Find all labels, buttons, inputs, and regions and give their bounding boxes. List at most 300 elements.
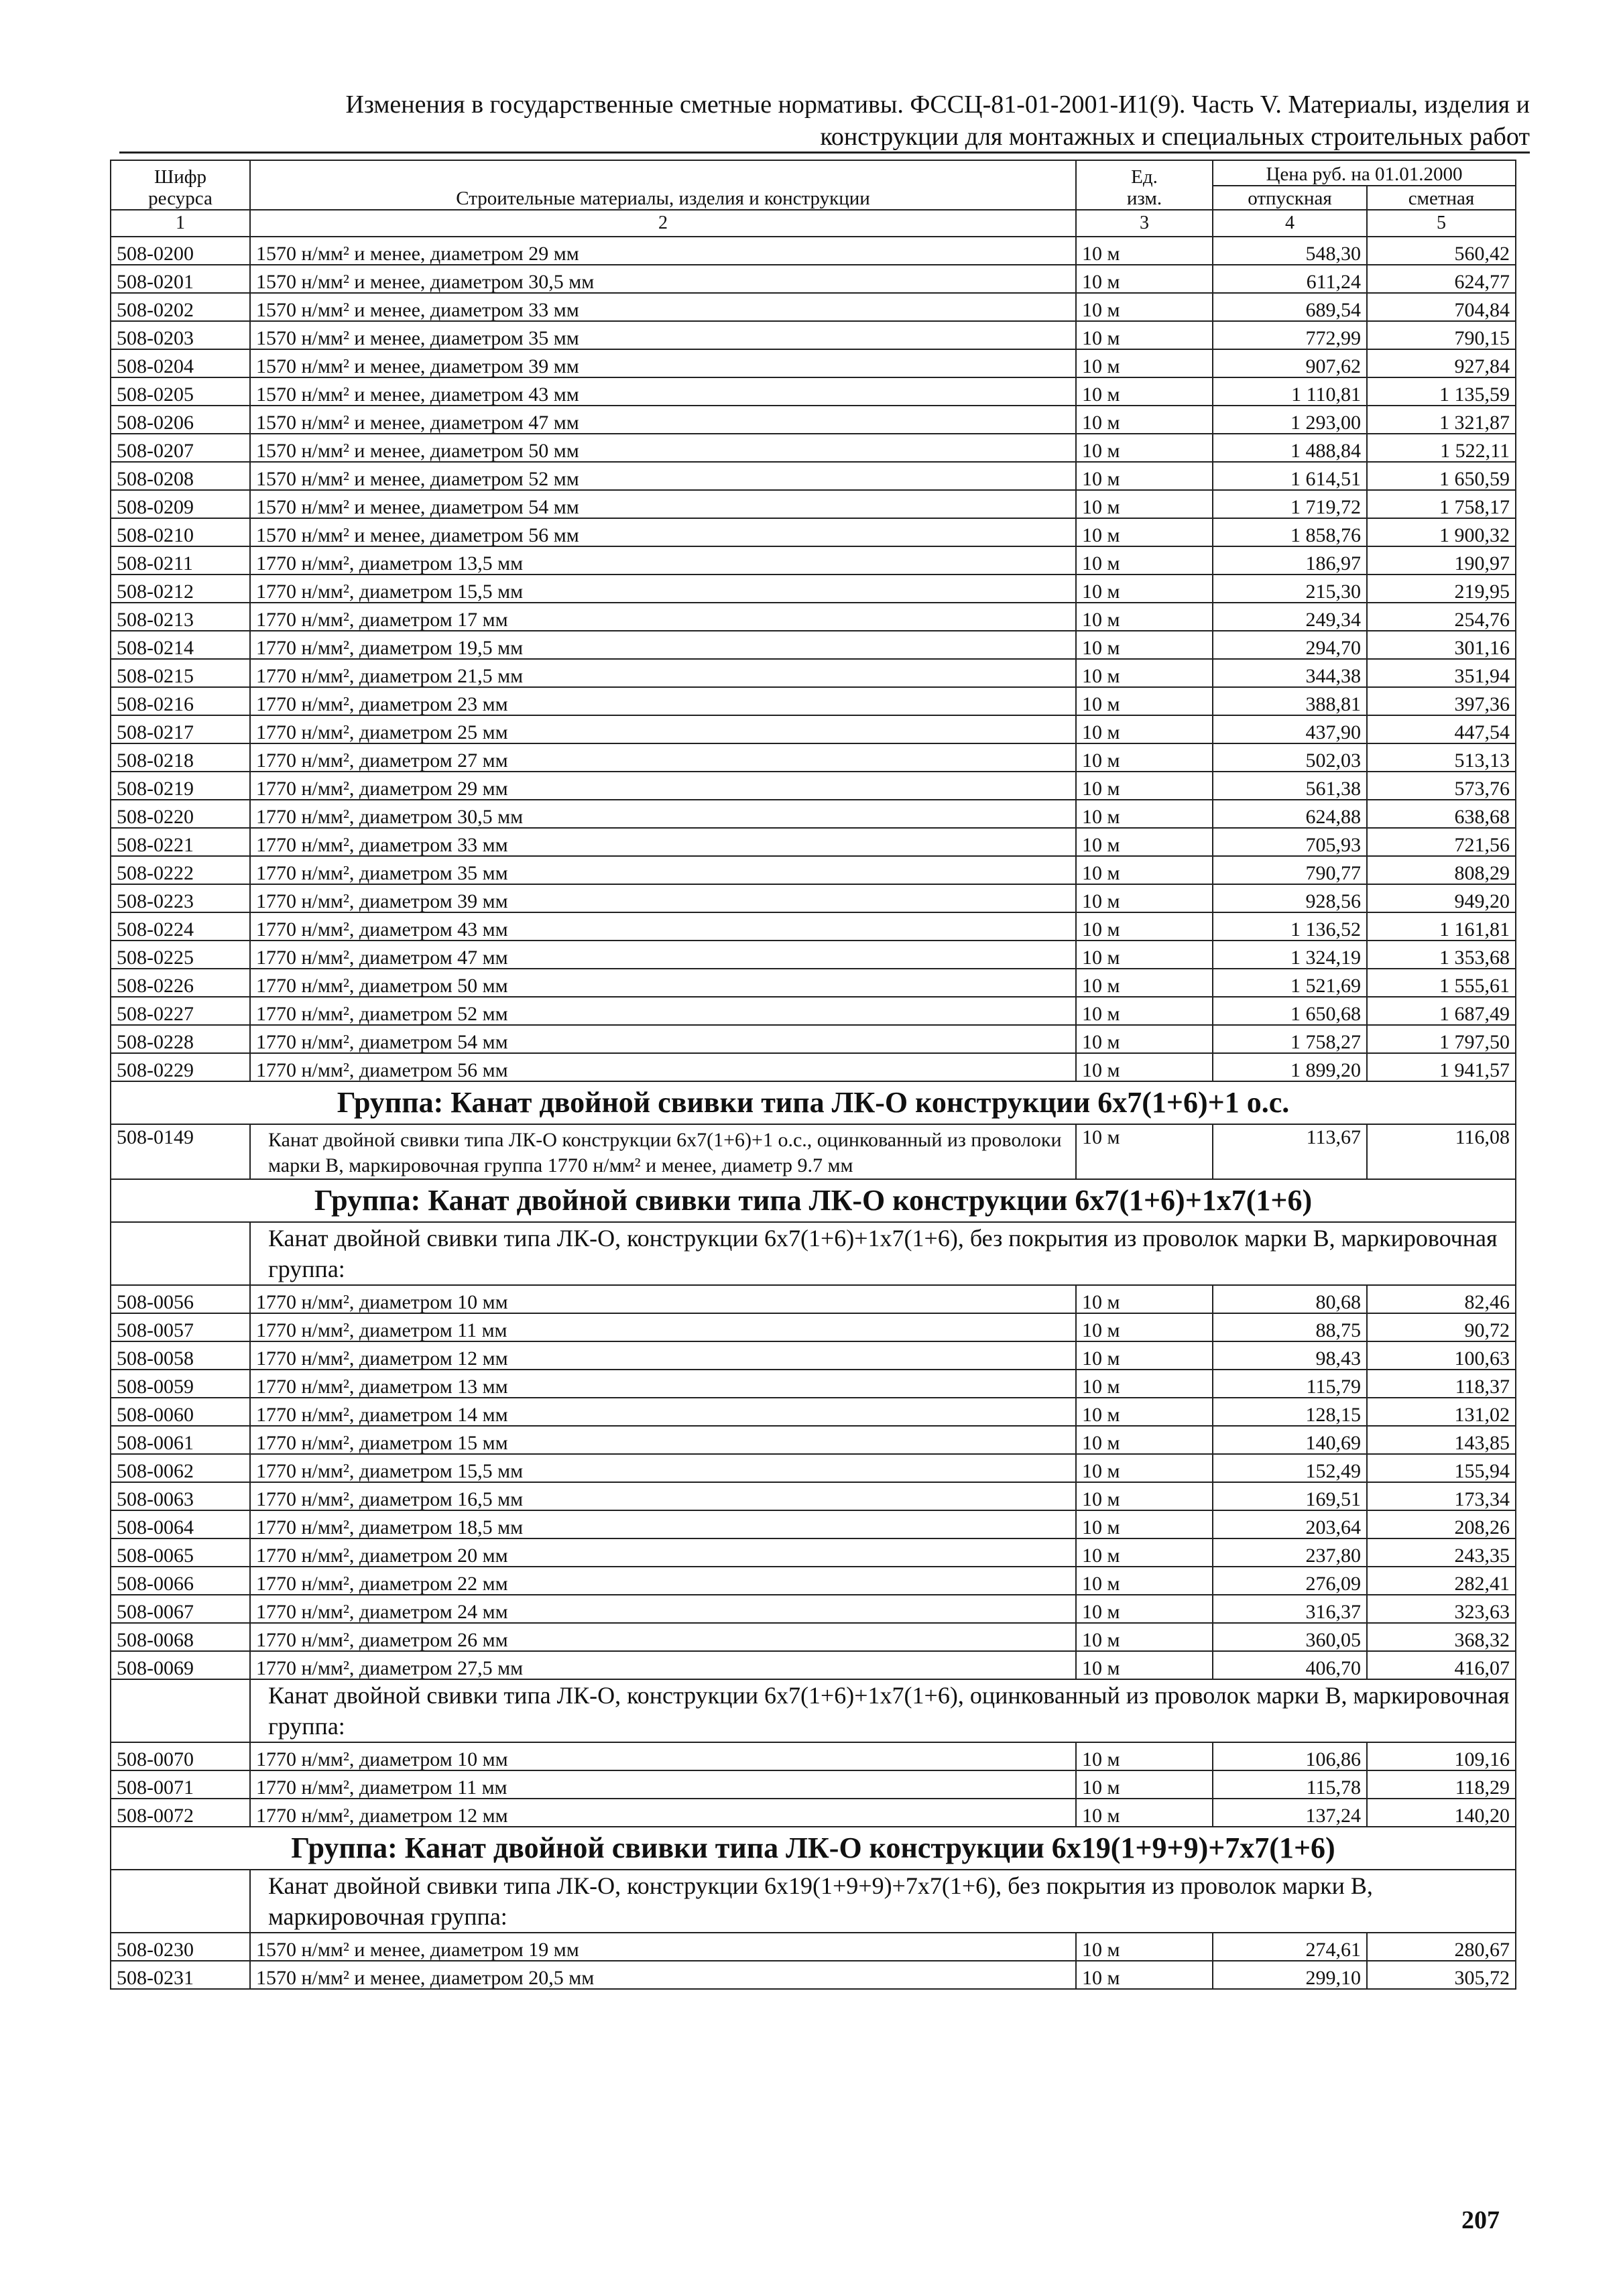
release-price: 624,88	[1213, 800, 1367, 828]
resource-code: 508-0063	[111, 1482, 250, 1510]
unit: 10 м	[1076, 434, 1213, 462]
release-price: 705,93	[1213, 828, 1367, 856]
release-price: 561,38	[1213, 772, 1367, 800]
resource-code: 508-0217	[111, 715, 250, 743]
unit: 10 м	[1076, 1623, 1213, 1651]
table-row	[111, 349, 1516, 377]
resource-code: 508-0058	[111, 1341, 250, 1370]
unit: 10 м	[1076, 969, 1213, 997]
table-row	[111, 1370, 1516, 1398]
unit: 10 м	[1076, 1651, 1213, 1679]
material-name: 1770 н/мм², диаметром 12 мм	[250, 1799, 1076, 1827]
resource-code: 508-0208	[111, 462, 250, 490]
unit: 10 м	[1076, 462, 1213, 490]
subgroup-intro-row	[111, 1222, 1516, 1285]
group-title: Группа: Канат двойной свивки типа ЛК-О конструкции 6х7(1+6)+1х7(1+6)	[111, 1179, 1516, 1222]
estimate-price: 1 522,11	[1367, 434, 1516, 462]
estimate-price: 1 941,57	[1367, 1053, 1516, 1081]
material-name: 1770 н/мм², диаметром 12 мм	[250, 1341, 1076, 1370]
estimate-price: 208,26	[1367, 1510, 1516, 1538]
unit: 10 м	[1076, 997, 1213, 1025]
material-name: 1770 н/мм², диаметром 30,5 мм	[250, 800, 1076, 828]
release-price: 1 293,00	[1213, 406, 1367, 434]
resource-code: 508-0060	[111, 1398, 250, 1426]
unit: 10 м	[1076, 406, 1213, 434]
estimate-price: 243,35	[1367, 1538, 1516, 1567]
unit: 10 м	[1076, 941, 1213, 969]
estimate-price: 416,07	[1367, 1651, 1516, 1679]
release-price: 98,43	[1213, 1341, 1367, 1370]
unit: 10 м	[1076, 1124, 1213, 1179]
material-name: 1770 н/мм², диаметром 35 мм	[250, 856, 1076, 884]
resource-code: 508-0206	[111, 406, 250, 434]
release-price: 115,78	[1213, 1770, 1367, 1799]
release-price: 1 858,76	[1213, 518, 1367, 546]
estimate-price: 351,94	[1367, 659, 1516, 687]
table-row	[111, 1285, 1516, 1313]
table-row	[111, 884, 1516, 912]
resource-code: 508-0226	[111, 969, 250, 997]
estimate-price: 254,76	[1367, 603, 1516, 631]
resource-code: 508-0229	[111, 1053, 250, 1081]
header-line-1: Изменения в государственные сметные нормативы. ФССЦ-81-01-2001-И1(9). Часть V. Материалы, изделия и	[345, 90, 1530, 119]
material-name: 1770 н/мм², диаметром 47 мм	[250, 941, 1076, 969]
material-name: 1770 н/мм², диаметром 26 мм	[250, 1623, 1076, 1651]
resource-code: 508-0057	[111, 1313, 250, 1341]
release-price: 128,15	[1213, 1398, 1367, 1426]
estimate-price: 1 687,49	[1367, 997, 1516, 1025]
release-price: 907,62	[1213, 349, 1367, 377]
table-row	[111, 1124, 1516, 1179]
release-price: 344,38	[1213, 659, 1367, 687]
resource-code: 508-0064	[111, 1510, 250, 1538]
group-title: Группа: Канат двойной свивки типа ЛК-О конструкции 6х19(1+9+9)+7х7(1+6)	[111, 1827, 1516, 1870]
group-2	[111, 1179, 1516, 1679]
estimate-price: 82,46	[1367, 1285, 1516, 1313]
estimate-price: 131,02	[1367, 1398, 1516, 1426]
material-name: 1570 н/мм² и менее, диаметром 33 мм	[250, 293, 1076, 321]
release-price: 115,79	[1213, 1370, 1367, 1398]
estimate-price: 560,42	[1367, 237, 1516, 265]
table-row	[111, 462, 1516, 490]
estimate-price: 219,95	[1367, 575, 1516, 603]
release-price: 406,70	[1213, 1651, 1367, 1679]
unit: 10 м	[1076, 1053, 1213, 1081]
page-number: 207	[1461, 2206, 1500, 2234]
unit: 10 м	[1076, 884, 1213, 912]
estimate-price: 927,84	[1367, 349, 1516, 377]
resource-code: 508-0228	[111, 1025, 250, 1053]
release-price: 388,81	[1213, 687, 1367, 715]
unit: 10 м	[1076, 1799, 1213, 1827]
material-name: 1570 н/мм² и менее, диаметром 54 мм	[250, 490, 1076, 518]
unit: 10 м	[1076, 743, 1213, 772]
material-name: 1770 н/мм², диаметром 33 мм	[250, 828, 1076, 856]
estimate-price: 1 321,87	[1367, 406, 1516, 434]
subgroup-intro-row	[111, 1870, 1516, 1933]
unit: 10 м	[1076, 1482, 1213, 1510]
release-price: 186,97	[1213, 546, 1367, 575]
release-price: 502,03	[1213, 743, 1367, 772]
release-price: 1 758,27	[1213, 1025, 1367, 1053]
estimate-price: 116,08	[1367, 1124, 1516, 1179]
release-price: 790,77	[1213, 856, 1367, 884]
column-number: 2	[250, 210, 1076, 237]
estimate-price: 1 161,81	[1367, 912, 1516, 941]
subgroup-intro-row	[111, 1679, 1516, 1742]
unit: 10 м	[1076, 1025, 1213, 1053]
estimate-price: 624,77	[1367, 265, 1516, 293]
resource-code: 508-0056	[111, 1285, 250, 1313]
table-body-a	[111, 237, 1516, 1081]
unit: 10 м	[1076, 321, 1213, 349]
estimate-price-header: сметная	[1367, 186, 1516, 210]
unit: 10 м	[1076, 293, 1213, 321]
estimate-price: 109,16	[1367, 1742, 1516, 1770]
release-price: 772,99	[1213, 321, 1367, 349]
estimate-price: 301,16	[1367, 631, 1516, 659]
resource-code: 508-0218	[111, 743, 250, 772]
estimate-price: 1 900,32	[1367, 518, 1516, 546]
table-row	[111, 1799, 1516, 1827]
table-row	[111, 490, 1516, 518]
unit: 10 м	[1076, 1285, 1213, 1313]
unit: 10 м	[1076, 518, 1213, 546]
price-column-header: Цена руб. на 01.01.2000	[1213, 160, 1516, 186]
estimate-price: 704,84	[1367, 293, 1516, 321]
table-row	[111, 293, 1516, 321]
empty-cell	[111, 1679, 250, 1742]
estimate-price: 118,29	[1367, 1770, 1516, 1799]
group-title: Группа: Канат двойной свивки типа ЛК-О конструкции 6х7(1+6)+1 о.с.	[111, 1081, 1516, 1124]
name-column-header: Строительные материалы, изделия и конструкции	[250, 160, 1076, 210]
material-name: 1570 н/мм² и менее, диаметром 56 мм	[250, 518, 1076, 546]
release-price: 1 899,20	[1213, 1053, 1367, 1081]
table-row	[111, 321, 1516, 349]
material-name: 1770 н/мм², диаметром 10 мм	[250, 1742, 1076, 1770]
material-name: 1770 н/мм², диаметром 11 мм	[250, 1313, 1076, 1341]
estimate-price: 100,63	[1367, 1341, 1516, 1370]
release-price: 294,70	[1213, 631, 1367, 659]
table-row	[111, 997, 1516, 1025]
group-title-row	[111, 1179, 1516, 1222]
table-row	[111, 237, 1516, 265]
material-name: 1770 н/мм², диаметром 18,5 мм	[250, 1510, 1076, 1538]
release-price: 140,69	[1213, 1426, 1367, 1454]
release-price: 169,51	[1213, 1482, 1367, 1510]
unit: 10 м	[1076, 546, 1213, 575]
release-price: 689,54	[1213, 293, 1367, 321]
unit: 10 м	[1076, 1595, 1213, 1623]
release-price: 1 650,68	[1213, 997, 1367, 1025]
unit: 10 м	[1076, 828, 1213, 856]
estimate-price: 118,37	[1367, 1370, 1516, 1398]
resource-code: 508-0062	[111, 1454, 250, 1482]
page-header	[107, 88, 1530, 153]
material-name: 1770 н/мм², диаметром 15,5 мм	[250, 1454, 1076, 1482]
resource-code: 508-0068	[111, 1623, 250, 1651]
empty-cell	[111, 1222, 250, 1285]
resource-code: 508-0227	[111, 997, 250, 1025]
estimate-price: 721,56	[1367, 828, 1516, 856]
material-name: 1570 н/мм² и менее, диаметром 52 мм	[250, 462, 1076, 490]
estimate-price: 280,67	[1367, 1933, 1516, 1961]
table-row	[111, 575, 1516, 603]
release-price: 88,75	[1213, 1313, 1367, 1341]
unit: 10 м	[1076, 377, 1213, 406]
estimate-price: 638,68	[1367, 800, 1516, 828]
resource-code: 508-0215	[111, 659, 250, 687]
estimate-price: 140,20	[1367, 1799, 1516, 1827]
unit: 10 м	[1076, 1341, 1213, 1370]
material-name: 1770 н/мм², диаметром 22 мм	[250, 1567, 1076, 1595]
material-name: 1770 н/мм², диаметром 21,5 мм	[250, 659, 1076, 687]
unit: 10 м	[1076, 237, 1213, 265]
table-row	[111, 518, 1516, 546]
release-price: 249,34	[1213, 603, 1367, 631]
resource-code: 508-0220	[111, 800, 250, 828]
unit: 10 м	[1076, 800, 1213, 828]
material-name: 1570 н/мм² и менее, диаметром 20,5 мм	[250, 1961, 1076, 1989]
header-rule	[119, 152, 1530, 154]
unit: 10 м	[1076, 1742, 1213, 1770]
estimate-price: 790,15	[1367, 321, 1516, 349]
table-row	[111, 1313, 1516, 1341]
material-name: 1570 н/мм² и менее, диаметром 29 мм	[250, 237, 1076, 265]
table-row	[111, 377, 1516, 406]
column-numbers-row	[111, 210, 1516, 237]
unit: 10 м	[1076, 1370, 1213, 1398]
unit: 10 м	[1076, 1961, 1213, 1989]
unit: 10 м	[1076, 349, 1213, 377]
release-price: 203,64	[1213, 1510, 1367, 1538]
table-row	[111, 1053, 1516, 1081]
material-name: 1570 н/мм² и менее, диаметром 39 мм	[250, 349, 1076, 377]
group-1	[111, 1081, 1516, 1179]
release-price: 437,90	[1213, 715, 1367, 743]
estimate-price: 513,13	[1367, 743, 1516, 772]
release-price: 276,09	[1213, 1567, 1367, 1595]
resource-code: 508-0202	[111, 293, 250, 321]
resource-code: 508-0210	[111, 518, 250, 546]
estimate-price: 305,72	[1367, 1961, 1516, 1989]
material-name: 1770 н/мм², диаметром 43 мм	[250, 912, 1076, 941]
material-name: 1770 н/мм², диаметром 54 мм	[250, 1025, 1076, 1053]
unit-column-header: Ед. изм.	[1076, 160, 1213, 210]
release-price: 106,86	[1213, 1742, 1367, 1770]
material-name: 1770 н/мм², диаметром 15 мм	[250, 1426, 1076, 1454]
resource-code: 508-0230	[111, 1933, 250, 1961]
table-row	[111, 1025, 1516, 1053]
group-3	[111, 1827, 1516, 1989]
table-row	[111, 1595, 1516, 1623]
resource-code: 508-0200	[111, 237, 250, 265]
release-price: 80,68	[1213, 1285, 1367, 1313]
material-name: 1770 н/мм², диаметром 39 мм	[250, 884, 1076, 912]
resource-code: 508-0201	[111, 265, 250, 293]
resource-code: 508-0066	[111, 1567, 250, 1595]
estimate-price: 173,34	[1367, 1482, 1516, 1510]
subgroup-intro: Канат двойной свивки типа ЛК-О, конструкции 6х7(1+6)+1х7(1+6), оцинкованный из проволок марки В, маркировочная группа:	[250, 1679, 1516, 1742]
table-row	[111, 1651, 1516, 1679]
table-row	[111, 1567, 1516, 1595]
release-price: 152,49	[1213, 1454, 1367, 1482]
resource-code: 508-0213	[111, 603, 250, 631]
estimate-price: 1 555,61	[1367, 969, 1516, 997]
table-row	[111, 546, 1516, 575]
release-price: 137,24	[1213, 1799, 1367, 1827]
unit: 10 м	[1076, 490, 1213, 518]
resource-code: 508-0065	[111, 1538, 250, 1567]
column-number: 1	[111, 210, 250, 237]
resource-code: 508-0204	[111, 349, 250, 377]
resource-code: 508-0224	[111, 912, 250, 941]
resource-code: 508-0211	[111, 546, 250, 575]
release-price: 611,24	[1213, 265, 1367, 293]
material-name: 1770 н/мм², диаметром 11 мм	[250, 1770, 1076, 1799]
header-line-2: конструкции для монтажных и специальных строительных работ	[820, 123, 1530, 151]
estimate-price: 1 797,50	[1367, 1025, 1516, 1053]
unit: 10 м	[1076, 1454, 1213, 1482]
table-row	[111, 800, 1516, 828]
release-price: 237,80	[1213, 1538, 1367, 1567]
table-row	[111, 434, 1516, 462]
estimate-price: 282,41	[1367, 1567, 1516, 1595]
material-name: 1770 н/мм², диаметром 20 мм	[250, 1538, 1076, 1567]
release-price: 548,30	[1213, 237, 1367, 265]
release-price: 928,56	[1213, 884, 1367, 912]
release-price: 316,37	[1213, 1595, 1367, 1623]
material-name: 1770 н/мм², диаметром 27,5 мм	[250, 1651, 1076, 1679]
unit: 10 м	[1076, 1426, 1213, 1454]
material-name: 1770 н/мм², диаметром 24 мм	[250, 1595, 1076, 1623]
release-price-header: отпускная	[1213, 186, 1367, 210]
resource-code: 508-0214	[111, 631, 250, 659]
table-row	[111, 1538, 1516, 1567]
material-name: 1770 н/мм², диаметром 10 мм	[250, 1285, 1076, 1313]
material-name: 1770 н/мм², диаметром 13 мм	[250, 1370, 1076, 1398]
estimate-price: 397,36	[1367, 687, 1516, 715]
resource-code: 508-0205	[111, 377, 250, 406]
table-row	[111, 1398, 1516, 1426]
release-price: 1 521,69	[1213, 969, 1367, 997]
material-name: 1770 н/мм², диаметром 15,5 мм	[250, 575, 1076, 603]
release-price: 113,67	[1213, 1124, 1367, 1179]
table-row	[111, 406, 1516, 434]
release-price: 1 110,81	[1213, 377, 1367, 406]
table-row	[111, 1933, 1516, 1961]
table-row	[111, 1510, 1516, 1538]
table-row	[111, 969, 1516, 997]
table-row	[111, 659, 1516, 687]
release-price: 1 488,84	[1213, 434, 1367, 462]
material-name: 1770 н/мм², диаметром 50 мм	[250, 969, 1076, 997]
resource-code: 508-0219	[111, 772, 250, 800]
release-price: 360,05	[1213, 1623, 1367, 1651]
material-name: 1770 н/мм², диаметром 56 мм	[250, 1053, 1076, 1081]
material-name: 1570 н/мм² и менее, диаметром 43 мм	[250, 377, 1076, 406]
resource-code: 508-0069	[111, 1651, 250, 1679]
estimate-price: 90,72	[1367, 1313, 1516, 1341]
resource-code: 508-0203	[111, 321, 250, 349]
estimate-price: 1 650,59	[1367, 462, 1516, 490]
unit: 10 м	[1076, 1770, 1213, 1799]
estimate-price: 808,29	[1367, 856, 1516, 884]
resource-code: 508-0209	[111, 490, 250, 518]
table-row	[111, 715, 1516, 743]
release-price: 1 614,51	[1213, 462, 1367, 490]
unit: 10 м	[1076, 772, 1213, 800]
estimate-price: 949,20	[1367, 884, 1516, 912]
unit: 10 м	[1076, 1933, 1213, 1961]
table-row	[111, 1770, 1516, 1799]
table-row	[111, 941, 1516, 969]
material-name: 1770 н/мм², диаметром 17 мм	[250, 603, 1076, 631]
table-row	[111, 856, 1516, 884]
group-title-row	[111, 1827, 1516, 1870]
unit: 10 м	[1076, 912, 1213, 941]
table-row	[111, 603, 1516, 631]
estimate-price: 1 135,59	[1367, 377, 1516, 406]
unit: 10 м	[1076, 856, 1213, 884]
estimate-price: 190,97	[1367, 546, 1516, 575]
empty-cell	[111, 1870, 250, 1933]
estimate-price: 1 353,68	[1367, 941, 1516, 969]
table-row	[111, 687, 1516, 715]
unit: 10 м	[1076, 1510, 1213, 1538]
resource-code: 508-0216	[111, 687, 250, 715]
material-name: 1770 н/мм², диаметром 27 мм	[250, 743, 1076, 772]
material-name: 1570 н/мм² и менее, диаметром 35 мм	[250, 321, 1076, 349]
unit: 10 м	[1076, 1538, 1213, 1567]
material-name: 1770 н/мм², диаметром 16,5 мм	[250, 1482, 1076, 1510]
table-head	[111, 160, 1516, 237]
group-title-row	[111, 1081, 1516, 1124]
subgroup-intro: Канат двойной свивки типа ЛК-О, конструкции 6х7(1+6)+1х7(1+6), без покрытия из проволок марки В, маркировочная группа:	[250, 1222, 1516, 1285]
resource-code: 508-0221	[111, 828, 250, 856]
estimate-price: 447,54	[1367, 715, 1516, 743]
resource-code: 508-0222	[111, 856, 250, 884]
column-number: 5	[1367, 210, 1516, 237]
resource-code: 508-0071	[111, 1770, 250, 1799]
resource-code: 508-0061	[111, 1426, 250, 1454]
code-column-header: Шифр ресурса	[111, 160, 250, 210]
estimate-price: 155,94	[1367, 1454, 1516, 1482]
material-name: 1770 н/мм², диаметром 19,5 мм	[250, 631, 1076, 659]
material-name: 1770 н/мм², диаметром 29 мм	[250, 772, 1076, 800]
resource-code: 508-0059	[111, 1370, 250, 1398]
release-price: 1 324,19	[1213, 941, 1367, 969]
group-2-part-2	[111, 1679, 1516, 1827]
table-row	[111, 265, 1516, 293]
resource-code: 508-0149	[111, 1124, 250, 1179]
table-row	[111, 1623, 1516, 1651]
material-name: 1770 н/мм², диаметром 52 мм	[250, 997, 1076, 1025]
material-name: 1770 н/мм², диаметром 13,5 мм	[250, 546, 1076, 575]
release-price: 215,30	[1213, 575, 1367, 603]
material-name: 1570 н/мм² и менее, диаметром 19 мм	[250, 1933, 1076, 1961]
unit: 10 м	[1076, 265, 1213, 293]
resource-code: 508-0225	[111, 941, 250, 969]
material-name: 1570 н/мм² и менее, диаметром 47 мм	[250, 406, 1076, 434]
table-row	[111, 828, 1516, 856]
unit: 10 м	[1076, 1567, 1213, 1595]
resource-code: 508-0207	[111, 434, 250, 462]
table-row	[111, 1961, 1516, 1989]
unit: 10 м	[1076, 715, 1213, 743]
column-number: 3	[1076, 210, 1213, 237]
column-number: 4	[1213, 210, 1367, 237]
